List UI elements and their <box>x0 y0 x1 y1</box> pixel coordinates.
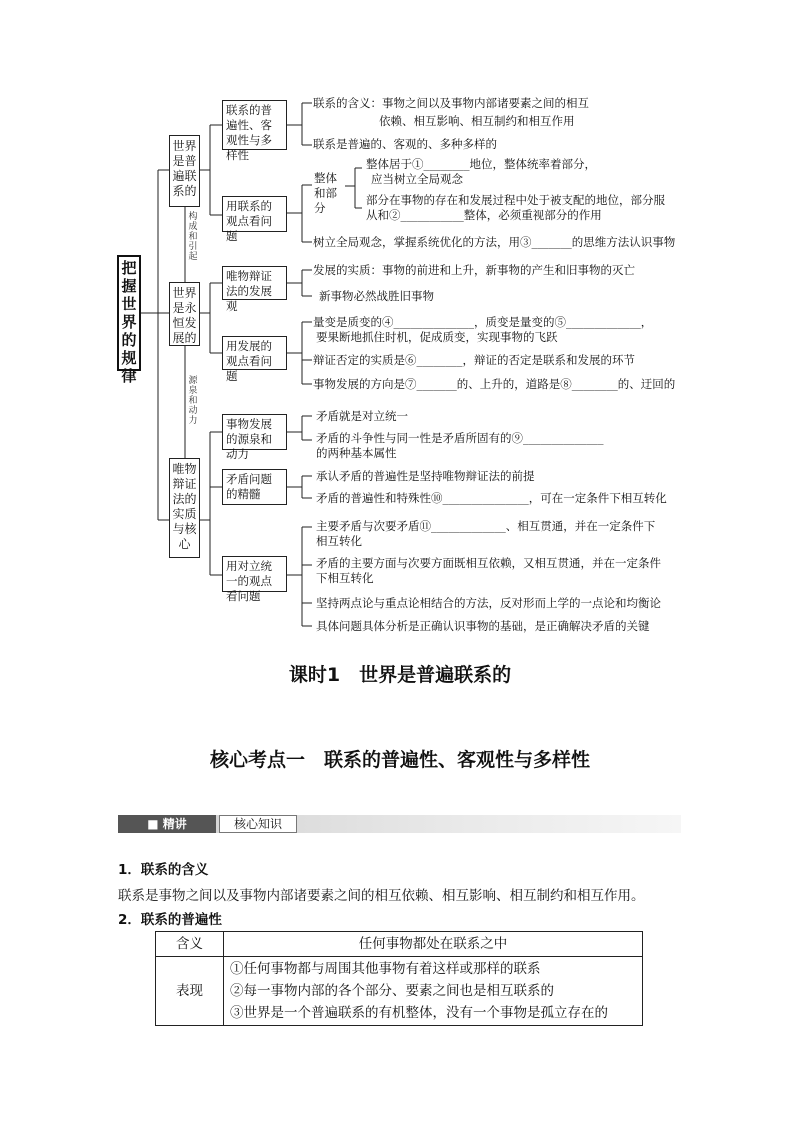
mindmap-text: 从和②___________整体，必须重视部分的作用 <box>366 208 602 222</box>
sub-connection-view: 用联系的观点看问题 <box>222 196 287 232</box>
link-source-and-motive: 源泉和动力 <box>188 376 198 426</box>
mindmap-text: 矛盾的斗争性与同一性是矛盾所固有的⑨______________ <box>316 431 604 445</box>
mindmap-text: 发展的实质：事物的前进和上升，新事物的产生和旧事物的灭亡 <box>313 263 635 277</box>
mindmap-text: 应当树立全局观念 <box>371 172 463 186</box>
mindmap-text: 矛盾的主要方面与次要方面既相互依赖，又相互贯通，并在一定条件 <box>316 556 661 570</box>
branch-eternal-development: 世界是永恒发展的 <box>169 282 200 346</box>
mindmap-text: 联系是普遍的、客观的、多种多样的 <box>313 137 497 151</box>
sub-contradiction-source: 事物发展的源泉和动力 <box>222 414 287 450</box>
table-line: ③世界是一个普遍联系的有机整体，没有一个事物是孤立存在的 <box>230 1005 608 1021</box>
core-title: 核心考点一 联系的普遍性、客观性与多样性 <box>209 749 590 771</box>
sub-development-problem: 用发展的观点看问题 <box>222 336 287 370</box>
bar-label-text: ■ 精讲 <box>147 817 187 831</box>
sub-contradiction-essence: 矛盾问题的精髓 <box>222 469 287 505</box>
mindmap-text: 的两种基本属性 <box>316 446 397 460</box>
bar-tab: 核心知识 <box>219 815 297 833</box>
table-cell: 含义 <box>156 932 224 957</box>
table-row <box>156 932 643 957</box>
sub-connection-nature: 联系的普遍性、客观性与多样性 <box>222 100 287 150</box>
mindmap-text: 矛盾的普遍性和特殊性⑩_______________，可在一定条件下相互转化 <box>316 491 667 505</box>
mindmap-text: 坚持两点论与重点论相结合的方法，反对形而上学的一点论和均衡论 <box>316 596 661 610</box>
mindmap-text: 承认矛盾的普遍性是坚持唯物辩证法的前提 <box>316 469 535 483</box>
mindmap-text: 事物发展的方向是⑦_______的、上升的，道路是⑧________的、迂回的 <box>313 377 676 391</box>
table-line: ②每一事物内部的各个部分、要素之间也是相互联系的 <box>230 983 554 999</box>
mindmap-text: 依赖、相互影响、相互制约和相互作用 <box>379 114 575 128</box>
mindmap-text: 联系的含义：事物之间以及事物内部诸要素之间的相互 <box>313 96 589 110</box>
table-row <box>156 957 643 1026</box>
mindmap-text: 整体居于①________地位，整体统率着部分， <box>366 157 596 171</box>
mindmap-text: 矛盾就是对立统一 <box>316 409 408 423</box>
mindmap-text: 相互转化 <box>316 534 362 548</box>
branch-dialectics-core: 唯物辩证法的实质与核心 <box>169 458 200 558</box>
table-line: ①任何事物都与周围其他事物有着这样或那样的联系 <box>230 961 541 977</box>
universality-table <box>155 931 643 1026</box>
mindmap-text: 部分在事物的存在和发展过程中处于被支配的地位，部分服 <box>366 193 665 207</box>
mindmap-root: 把握世界的规律 <box>117 255 141 371</box>
mindmap-text: 下相互转化 <box>316 571 374 585</box>
table-cell: 表现 <box>156 957 224 1026</box>
mindmap-text: 新事物必然战胜旧事物 <box>319 289 434 303</box>
bar-label <box>118 815 216 833</box>
mindmap-text: 要果断地抓住时机，促成质变，实现事物的飞跃 <box>316 330 558 344</box>
section-text: 联系是事物之间以及事物内部诸要素之间的相互依赖、相互影响、相互制约和相互作用。 <box>118 888 645 904</box>
mindmap-text: 量变是质变的④______________，质变是量变的⑤_____________， <box>313 315 653 329</box>
lesson-title: 课时1 世界是普遍联系的 <box>288 664 512 686</box>
branch-universal-connection: 世界是普遍联系的 <box>169 135 200 207</box>
table-cell <box>224 957 643 1026</box>
mindmap-text: 辩证否定的实质是⑥________，辩证的否定是联系和发展的环节 <box>313 353 635 367</box>
section-heading: 2．联系的普遍性 <box>118 912 222 928</box>
mindmap-text: 具体问题具体分析是正确认识事物的基础，是正确解决矛盾的关键 <box>316 619 650 633</box>
mindmap-text: 树立全局观念，掌握系统优化的方法，用③_______的思维方法认识事物 <box>313 235 676 249</box>
mindmap-text: 主要矛盾与次要矛盾⑪_____________、相互贯通，并在一定条件下 <box>316 519 656 533</box>
sub-unity-of-opposites: 用对立统一的观点看问题 <box>222 556 287 592</box>
table-cell: 任何事物都处在联系之中 <box>224 932 643 957</box>
mindmap-whole-part: 整体和部分 <box>314 171 337 215</box>
link-constitute-and-cause: 构成和引起 <box>188 212 198 262</box>
section-heading: 1．联系的含义 <box>118 862 209 878</box>
sub-development-view: 唯物辩证法的发展观 <box>222 266 287 300</box>
